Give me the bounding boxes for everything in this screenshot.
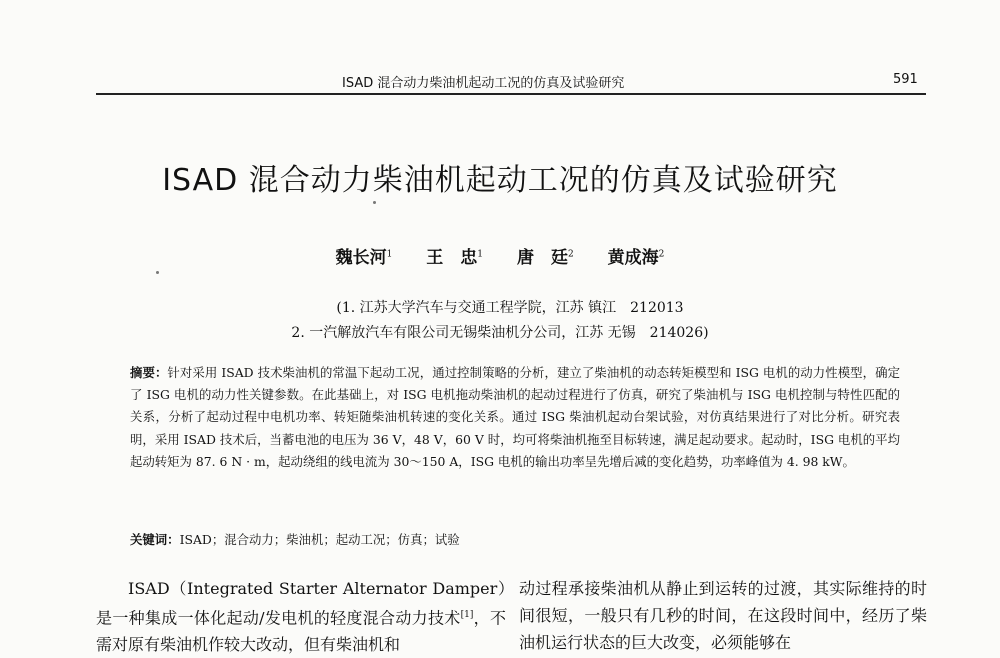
keywords-text: ISAD；混合动力；柴油机；起动工况；仿真；试验	[179, 532, 460, 547]
affiliation: (1. 江苏大学汽车与交通工程学院，江苏 镇江 212013	[336, 300, 684, 316]
page-number: 591	[893, 72, 918, 87]
author: 魏长河$^1$	[335, 248, 393, 268]
citation: [1]	[460, 610, 474, 620]
author: 唐 廷$^2$	[516, 248, 574, 268]
running-title: ISAD 混合动力柴油机起动工况的仿真及试验研究	[342, 76, 625, 91]
abstract-text: 针对采用 ISAD 技术柴油机的常温下起动工况，通过控制策略的分析，建立了柴油机的动态转矩模型和 ISG 电机的动力性模型，确定了 ISG 电机的动力性关键参数。在此基础上，对 ISG 电机拖动柴油机的起动过程进行了仿真，研究了柴油机与 ISG 电机控制与特性匹配的关系，分析了起动过程中电机功率、转矩随柴油机转速的变化关系。通过 ISG 柴油机起动台架试验，对仿真结果进行了对比分析。研究表明，采用 ISAD 技术后，当蓄电池的电压为 36 V，48 V，60 V 时，均可将柴油机拖至目标转速，满足起动要求。起动时，ISG 电机的平均起动转矩为 87. 6 N · m，起动绕组的线电流为 30～150 A，ISG 电机的输出功率呈先增后减的变化趋势，功率峰值为 4. 98 kW。	[130, 365, 900, 469]
scan-speck	[156, 271, 159, 274]
paper-title: ISAD 混合动力柴油机起动工况的仿真及试验研究	[162, 163, 838, 198]
running-header	[0, 72, 1000, 92]
body-column-left	[96, 575, 506, 658]
keywords	[130, 529, 900, 551]
author-list	[0, 243, 1000, 268]
header-rule	[96, 93, 926, 95]
keywords-label: 关键词：	[130, 532, 180, 547]
abstract	[130, 362, 900, 473]
body-text: ISAD（Integrated Starter Alternator Damper）是一种集成一体化起动/发电机的轻度混合动力技术	[96, 579, 506, 628]
abstract-label: 摘要：	[130, 365, 168, 380]
body-text: ，不需对原有柴油机作较大改动，但有柴油机和	[96, 608, 506, 655]
body-text: 动过程承接柴油机从静止到运转的过渡，其实际维持的时间很短，一般只有几秒的时间，在这段时间中，经历了柴油机运行状态的巨大改变，必须能够在	[519, 579, 927, 652]
affiliation: 2. 一汽解放汽车有限公司无锡柴油机分公司，江苏 无锡 214026)	[291, 325, 709, 341]
body-column-right	[519, 575, 927, 656]
author: 王 忠$^1$	[426, 248, 484, 268]
author: 黄成海$^2$	[607, 248, 665, 268]
scan-speck	[373, 201, 376, 204]
